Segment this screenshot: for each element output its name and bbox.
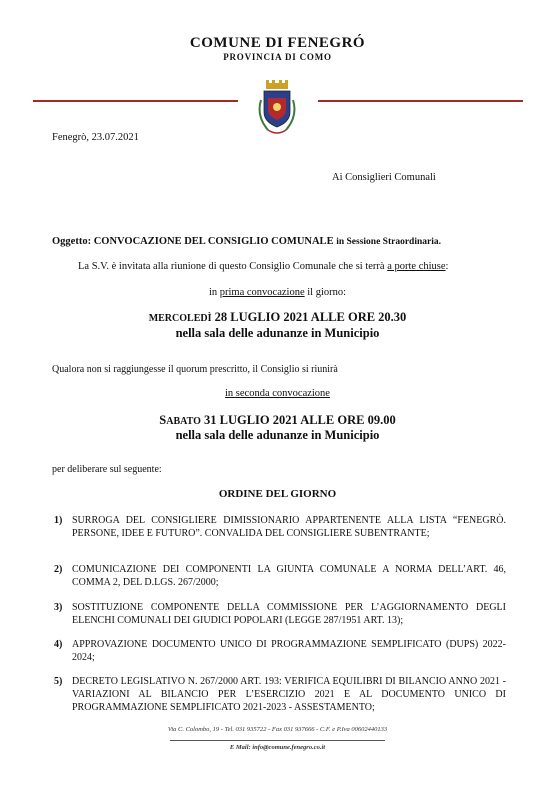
agenda-item-text: APPROVAZIONE DOCUMENTO UNICO DI PROGRAMMAZIONE SEMPLIFICATO (DUPS) 2022-2024; [72,639,506,663]
agenda-item-number: 2) [54,564,63,575]
second-weekday-rest: ABATO [166,416,201,427]
subject-label: Oggetto: [52,236,92,247]
subject-main: CONVOCAZIONE DEL CONSIGLIO COMUNALE [93,236,334,247]
agenda-item-text: COMUNICAZIONE DEI COMPONENTI LA GIUNTA COMUNALE A NORMA DELL’ART. 46, COMMA 2, DEL D.LGS. 267/2000; [72,564,506,588]
deliberate-line: per deliberare sul seguente: [52,464,162,475]
header-rule-right [318,100,523,102]
invitation-colon: : [445,261,449,272]
second-convocation: in seconda convocazione [225,388,330,399]
agenda-item-text: DECRETO LEGISLATIVO N. 267/2000 ART. 193: VERIFICA EQUILIBRI DI BILANCIO ANNO 2021 - VARIAZIONI AL BILANCIO PER L’ESERCIZIO 2021 E AL DOCUMENTO UNICO DI PROGRAMMAZIONE SEMPLIFICATO 2021-2023 - ASSESTAMENTO; [72,676,506,713]
agenda-item-number: 1) [54,515,63,526]
page-subtitle: PROVINCIA DI COMO [223,52,332,62]
first-date-time: 28 LUGLIO 2021 ALLE ORE 20.30 [214,310,407,324]
quorum-note: Qualora non si raggiungesse il quorum prescritto, il Consiglio si riunirà [52,364,338,375]
agenda-item [54,601,504,629]
coat-of-arms-emblem [246,80,308,138]
invitation-text: La S.V. è invitata alla riunione di questo Consiglio Comunale che si terrà [78,261,385,272]
footer-divider [170,740,385,741]
subject-tail: in Sessione Straordinaria. [336,237,441,247]
invitation-line [78,261,448,272]
first-convocation: prima convocazione [219,287,305,298]
first-weekday: MERCOLEDÌ [148,313,212,324]
page-title: COMUNE DI FENEGRÓ [189,35,366,51]
first-meeting-place: nella sala delle adunanze in Municipio [175,326,380,340]
header-rule-left [33,100,238,102]
agenda-item-number: 4) [54,639,63,650]
invitation-closed-doors: a porte chiuse [387,261,446,272]
agenda-item [54,675,504,715]
agenda-item-text: SOSTITUZIONE COMPONENTE DELLA COMMISSIONE PER L’AGGIORNAMENTO DEGLI ELENCHI COMUNALI DEI GIUDICI POPOLARI (LEGGE 287/1951 ART. 13); [72,602,506,626]
first-convocation-tail: il giorno: [307,287,347,298]
agenda-item-text: SURROGA DEL CONSIGLIERE DIMISSIONARIO APPARTENENTE ALLA LISTA “FENEGRÒ. PERSONE, IDEE E FUTURO”. CONVALIDA DEL CONSIGLIERE SUBENTRANTE; [72,515,506,539]
agenda-item-number: 5) [54,676,63,687]
second-meeting-place: nella sala delle adunanze in Municipio [175,428,380,442]
first-in: in [208,287,218,298]
place-date: Fenegrò, 23.07.2021 [52,132,139,143]
agenda-title: ORDINE DEL GIORNO [218,488,337,500]
agenda-item-number: 3) [54,602,63,613]
footer-email: E Mail: info@comune.fenegro.co.it [229,744,326,751]
agenda-item [54,638,504,666]
subject-line [52,236,441,247]
first-convocation-line [0,287,555,298]
recipient: Ai Consiglieri Comunali [332,172,436,183]
agenda-item [54,563,504,591]
agenda-item [54,514,504,554]
second-date-time: 31 LUGLIO 2021 ALLE ORE 09.00 [204,413,396,427]
second-weekday-initial: S [159,413,167,427]
footer-address: Via C. Colombo, 19 - Tel. 031 935722 - Fax 031 937666 - C.F. e P.Iva 00602440133 [167,726,388,733]
